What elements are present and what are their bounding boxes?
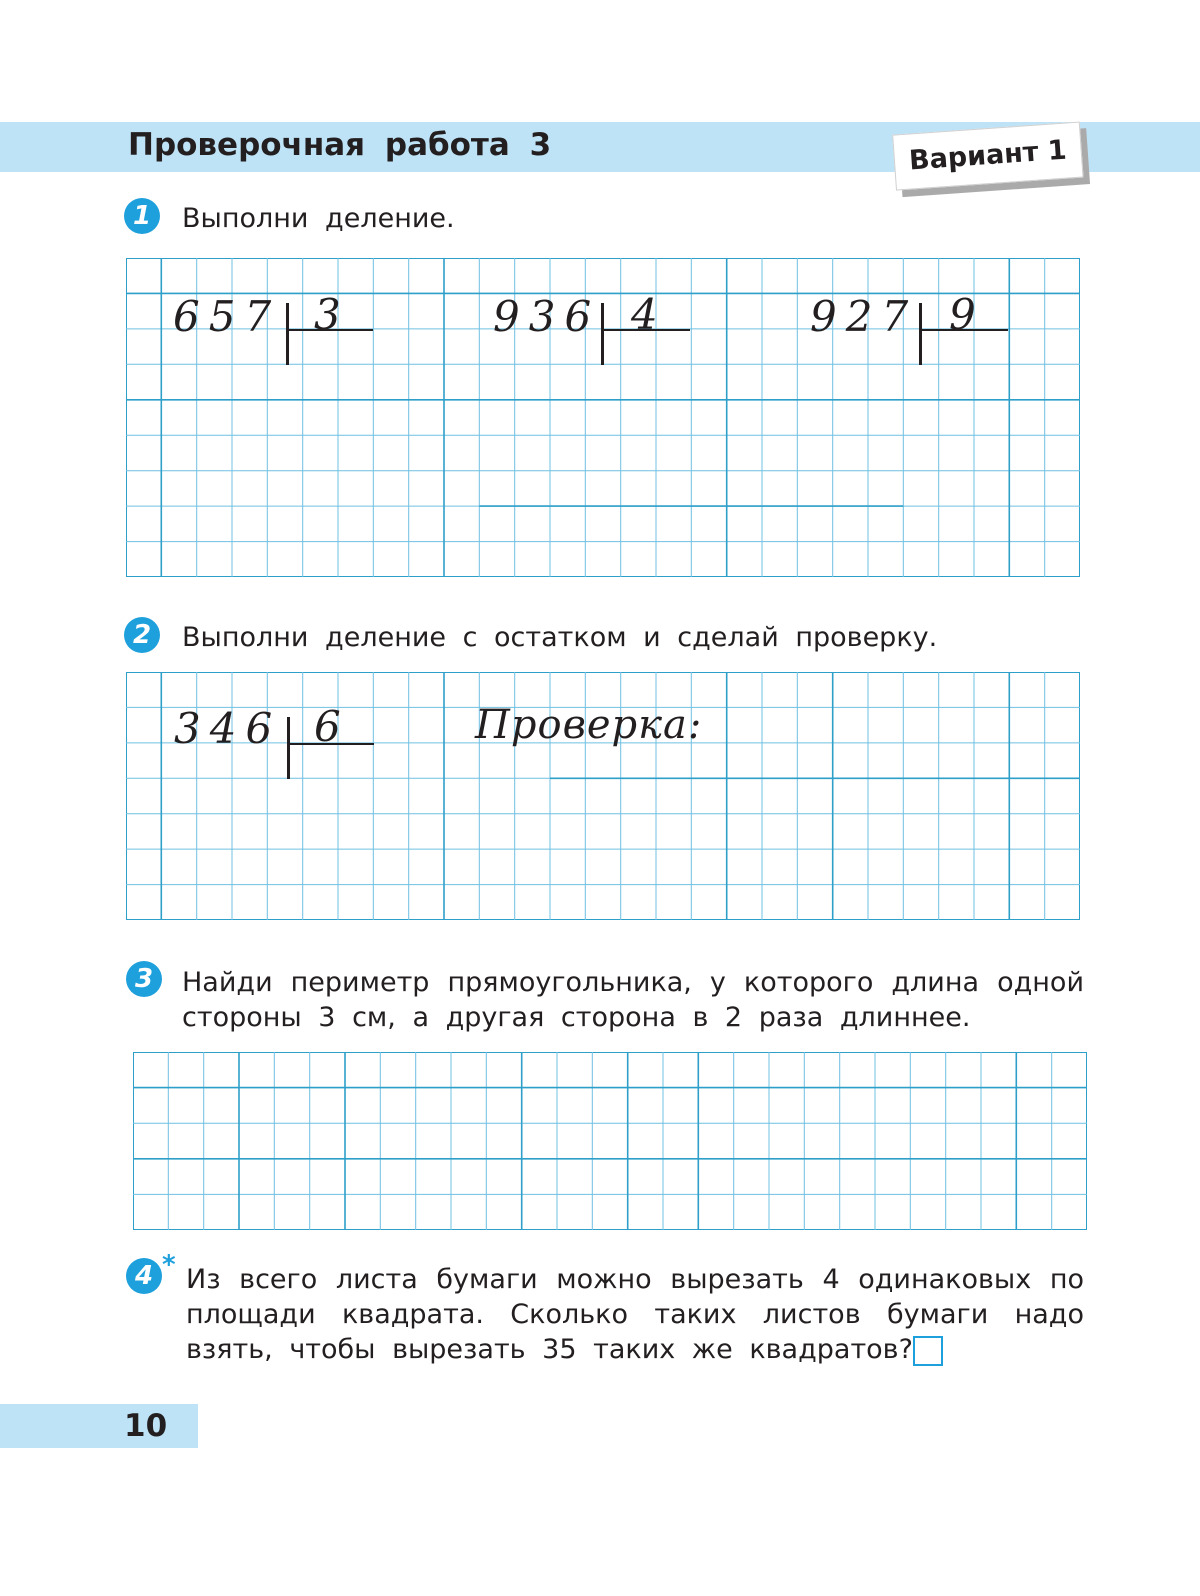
- task-1-text: Выполни деление.: [182, 203, 455, 234]
- task-2-ex-1-division-bar: [287, 717, 290, 779]
- task-3-grid-lines: [133, 1052, 1087, 1230]
- task-3-text-line-1: Найди периметр прямоугольника, у которого длина одной: [182, 967, 1084, 998]
- task-2-ex-1-dividend: 346: [174, 704, 282, 753]
- task-2-check-label: Проверка:: [475, 702, 703, 748]
- task-4-text-line-2: площади квадрата. Сколько таких листов бумаги надо: [186, 1299, 1084, 1330]
- task-4-answer-box[interactable]: [913, 1336, 943, 1366]
- task-2-text: Выполни деление с остатком и сделай проверку.: [182, 622, 938, 653]
- task-3-grid-thin: [133, 1052, 1087, 1230]
- task-2-ex-1-divisor: 6: [314, 702, 350, 751]
- page-title: Проверочная работа 3: [128, 127, 552, 163]
- task-1-ex-1-division-bar: [286, 303, 289, 365]
- task-1-ex-2-division-bar: [601, 303, 604, 365]
- task-4-number-badge: 4: [126, 1258, 162, 1294]
- task-1-ex-2-dividend: 936: [493, 292, 601, 341]
- variant-label: Вариант 1: [892, 122, 1083, 191]
- task-1-ex-1-dividend: 657: [173, 292, 281, 341]
- task-1-ex-3-dividend: 927: [810, 292, 918, 341]
- task-4-text-line-1: Из всего листа бумаги можно вырезать 4 одинаковых по: [186, 1264, 1084, 1295]
- task-1-ex-3-division-bar: [919, 303, 922, 365]
- task-2-answer-grid[interactable]: [126, 672, 1080, 920]
- task-1-number-badge: 1: [124, 198, 160, 234]
- task-3-answer-grid[interactable]: [133, 1052, 1087, 1230]
- variant-tag: [892, 121, 1086, 194]
- task-1-ex-1-divisor: 3: [314, 290, 350, 339]
- task-3-grid-bold: [133, 1052, 1087, 1230]
- page-number: 10: [124, 1408, 168, 1444]
- task-3-text-line-2: стороны 3 см, а другая сторона в 2 раза длиннее.: [182, 1002, 971, 1033]
- task-2-number-badge: 2: [124, 617, 160, 653]
- task-3-number-badge: 3: [126, 961, 162, 997]
- task-1-answer-grid[interactable]: [126, 258, 1080, 577]
- task-1-ex-2-divisor: 4: [631, 290, 667, 339]
- task-4-text-line-3: взять, чтобы вырезать 35 таких же квадратов?: [186, 1334, 913, 1365]
- task-4-star-icon: *: [162, 1250, 176, 1280]
- task-1-ex-3-divisor: 9: [949, 290, 985, 339]
- page-number-band: [0, 1404, 198, 1448]
